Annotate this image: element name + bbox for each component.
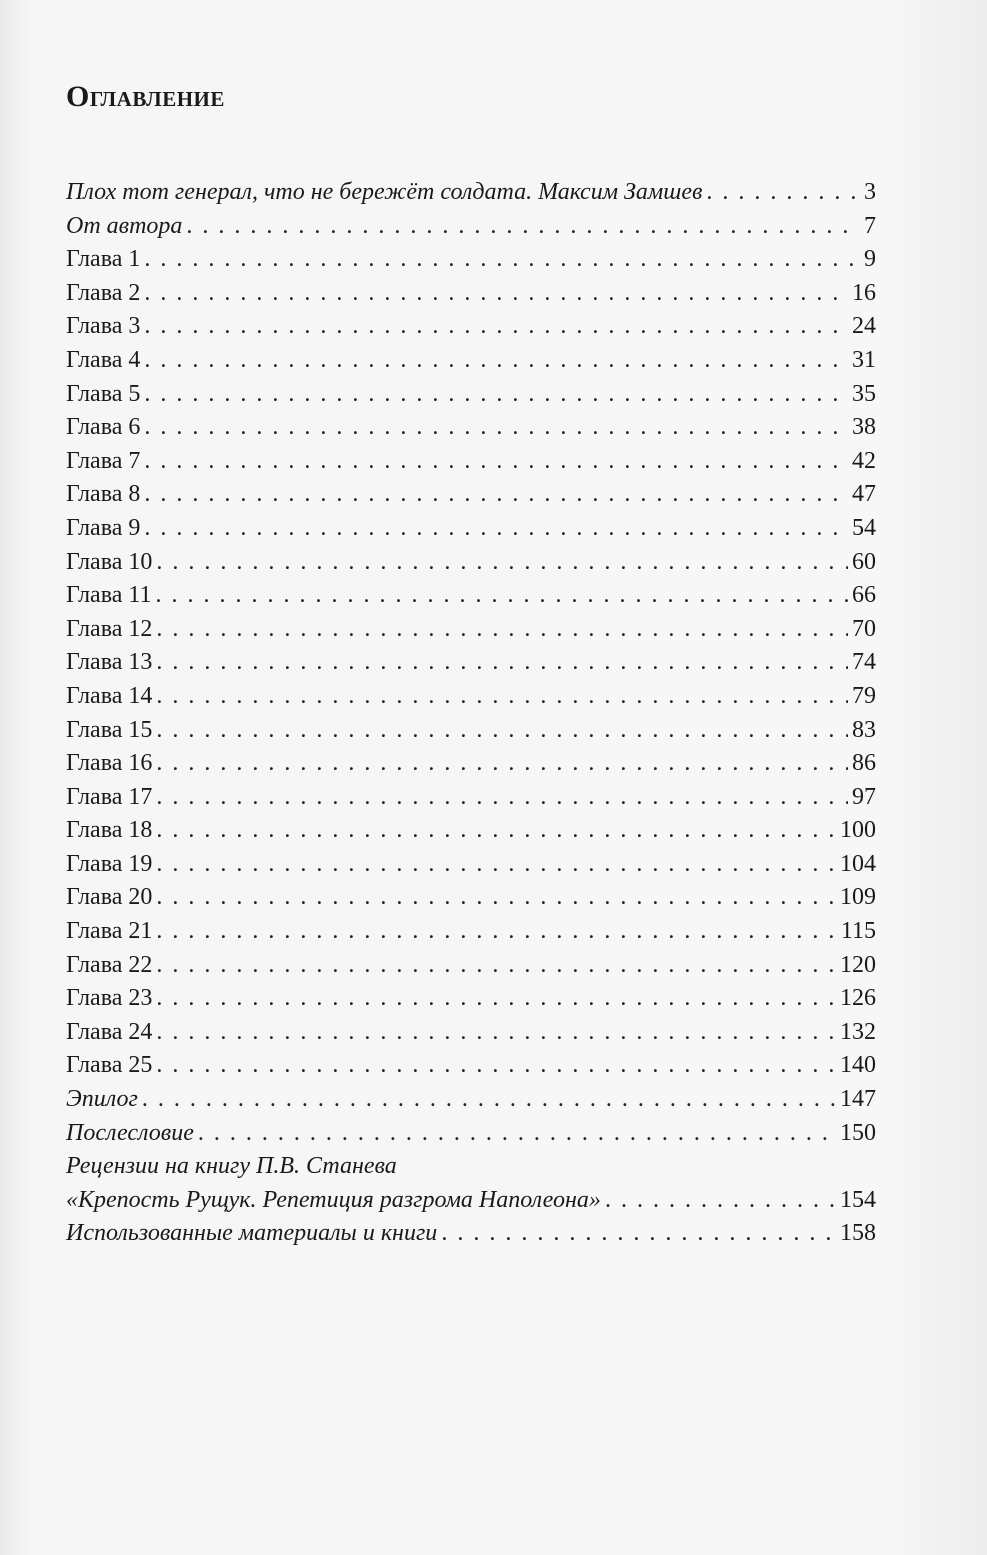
toc-entry-page: 47 [852, 481, 876, 508]
dot-leader [144, 512, 848, 546]
toc-entry [66, 1150, 876, 1184]
toc-entry-page: 86 [852, 750, 876, 777]
dot-leader [144, 378, 848, 412]
toc-entry-page: 97 [852, 783, 876, 810]
toc-entry-page: 35 [852, 380, 876, 407]
toc-entry-page: 9 [864, 246, 876, 273]
toc-entry-title: Глава 23 [66, 985, 153, 1012]
dot-leader [186, 210, 860, 244]
dot-leader [156, 646, 848, 680]
toc-entry [66, 949, 876, 983]
dot-leader [156, 881, 836, 915]
dot-leader [156, 781, 848, 815]
dot-leader [155, 579, 848, 613]
dot-leader [144, 310, 848, 344]
toc-entry-page: 158 [840, 1220, 876, 1247]
toc-entry-page: 66 [852, 582, 876, 609]
toc-entry-page: 109 [840, 884, 876, 911]
toc-entry-title: Глава 19 [66, 850, 153, 877]
toc-entry [66, 613, 876, 647]
toc-entry-title: Глава 13 [66, 649, 153, 676]
dot-leader [156, 814, 836, 848]
toc-entry-page: 16 [852, 279, 876, 306]
dot-leader [605, 1184, 836, 1218]
toc-entry-title: От автора [66, 212, 183, 239]
toc-entry [66, 478, 876, 512]
toc-entry [66, 646, 876, 680]
toc-entry [66, 1184, 876, 1218]
toc-entry-title: Глава 14 [66, 682, 153, 709]
dot-leader [156, 680, 848, 714]
toc-entry-title: Плох тот генерал, что не бережёт солдата. Максим Замшев [66, 179, 703, 205]
toc-entry-page: 60 [852, 548, 876, 575]
dot-leader [156, 982, 836, 1016]
dot-leader [156, 949, 836, 983]
toc-entry-title: Глава 12 [66, 615, 153, 642]
toc-entry [66, 1083, 876, 1117]
dot-leader [142, 1083, 836, 1117]
toc-entry-page: 70 [852, 615, 876, 642]
toc-entry-title: Глава 11 [66, 582, 152, 609]
toc-entry-title: Глава 18 [66, 817, 153, 844]
toc-entry [66, 210, 876, 244]
toc-entry [66, 344, 876, 378]
toc-entry-page: 100 [840, 817, 876, 844]
toc-entry-title: Глава 9 [66, 514, 141, 541]
toc-entry-page: 74 [852, 649, 876, 676]
toc-entry-title: Глава 21 [66, 918, 153, 945]
toc-entry [66, 1117, 876, 1151]
toc-entry-title: Эпилог [66, 1086, 138, 1113]
toc-entry [66, 579, 876, 613]
dot-leader [156, 1049, 836, 1083]
toc-entry [66, 546, 876, 580]
toc-entry [66, 310, 876, 344]
toc-entry-title: Глава 1 [66, 246, 141, 273]
toc-entry-title: Глава 5 [66, 380, 141, 407]
toc-entry-title: Глава 24 [66, 1018, 153, 1045]
toc-entry [66, 915, 876, 949]
toc-entry-page: 54 [852, 514, 876, 541]
toc-entry [66, 512, 876, 546]
toc-entry-title: Глава 8 [66, 481, 141, 508]
toc-entry-page: 79 [852, 682, 876, 709]
dot-leader [156, 915, 837, 949]
toc-entry-title: Глава 2 [66, 279, 141, 306]
toc-entry-page: 24 [852, 313, 876, 340]
toc-entry-title: Глава 15 [66, 716, 153, 743]
toc-entry-title: Глава 17 [66, 783, 153, 810]
dot-leader [156, 714, 848, 748]
dot-leader [144, 243, 860, 277]
toc-entry-page: 120 [840, 951, 876, 978]
toc-entry-title: Глава 16 [66, 750, 153, 777]
dot-leader [156, 613, 848, 647]
toc-entry-page: 126 [840, 985, 876, 1012]
toc-entry-title: Глава 7 [66, 447, 141, 474]
toc-entry-page: 42 [852, 447, 876, 474]
toc-entry-title: «Крепость Рущук. Репетиция разгрома Наполеона» [66, 1186, 601, 1213]
toc-entry [66, 445, 876, 479]
dot-leader [144, 344, 848, 378]
toc-entry [66, 243, 876, 277]
toc-entry-title: Глава 10 [66, 548, 153, 575]
dot-leader [144, 411, 848, 445]
toc-entry [66, 814, 876, 848]
toc-entry [66, 881, 876, 915]
table-of-contents [66, 176, 876, 1251]
page-title: Оглавление [66, 80, 225, 113]
toc-entry-page: 132 [840, 1018, 876, 1045]
toc-entry-page: 150 [840, 1119, 876, 1146]
toc-entry-title: Глава 4 [66, 346, 141, 373]
toc-entry-page: 7 [864, 212, 876, 239]
dot-leader [441, 1217, 836, 1251]
dot-leader [156, 546, 848, 580]
toc-entry [66, 714, 876, 748]
toc-entry-title: Глава 25 [66, 1052, 153, 1079]
dot-leader [144, 277, 848, 311]
toc-entry-title: Глава 20 [66, 884, 153, 911]
toc-entry [66, 176, 876, 210]
toc-entry [66, 277, 876, 311]
dot-leader [198, 1117, 836, 1151]
dot-leader [156, 848, 836, 882]
toc-entry-page: 115 [840, 918, 876, 945]
toc-entry [66, 1049, 876, 1083]
dot-leader [156, 747, 848, 781]
toc-entry [66, 747, 876, 781]
toc-entry-page: 83 [852, 716, 876, 743]
toc-entry-title: Использованные материалы и книги [66, 1220, 438, 1247]
toc-entry [66, 848, 876, 882]
toc-entry-title: Рецензии на книгу П.В. Станева [66, 1153, 397, 1180]
toc-entry-title: Послесловие [66, 1119, 194, 1146]
toc-entry-page: 104 [840, 850, 876, 877]
dot-leader [144, 445, 848, 479]
toc-entry-title: Глава 6 [66, 414, 141, 441]
toc-entry [66, 411, 876, 445]
dot-leader [156, 1016, 836, 1050]
toc-entry-page: 154 [840, 1186, 876, 1213]
toc-entry-page: 140 [840, 1052, 876, 1079]
toc-entry-page: 31 [852, 346, 876, 373]
toc-entry-page: 3 [864, 179, 876, 205]
toc-entry [66, 781, 876, 815]
toc-entry-title: Глава 22 [66, 951, 153, 978]
toc-entry [66, 680, 876, 714]
toc-entry [66, 1016, 876, 1050]
toc-entry [66, 1217, 876, 1251]
toc-entry [66, 378, 876, 412]
toc-entry-page: 147 [840, 1086, 876, 1113]
dot-leader [706, 176, 860, 210]
dot-leader [144, 478, 848, 512]
toc-entry-page: 38 [852, 414, 876, 441]
toc-entry [66, 982, 876, 1016]
toc-entry-title: Глава 3 [66, 313, 141, 340]
